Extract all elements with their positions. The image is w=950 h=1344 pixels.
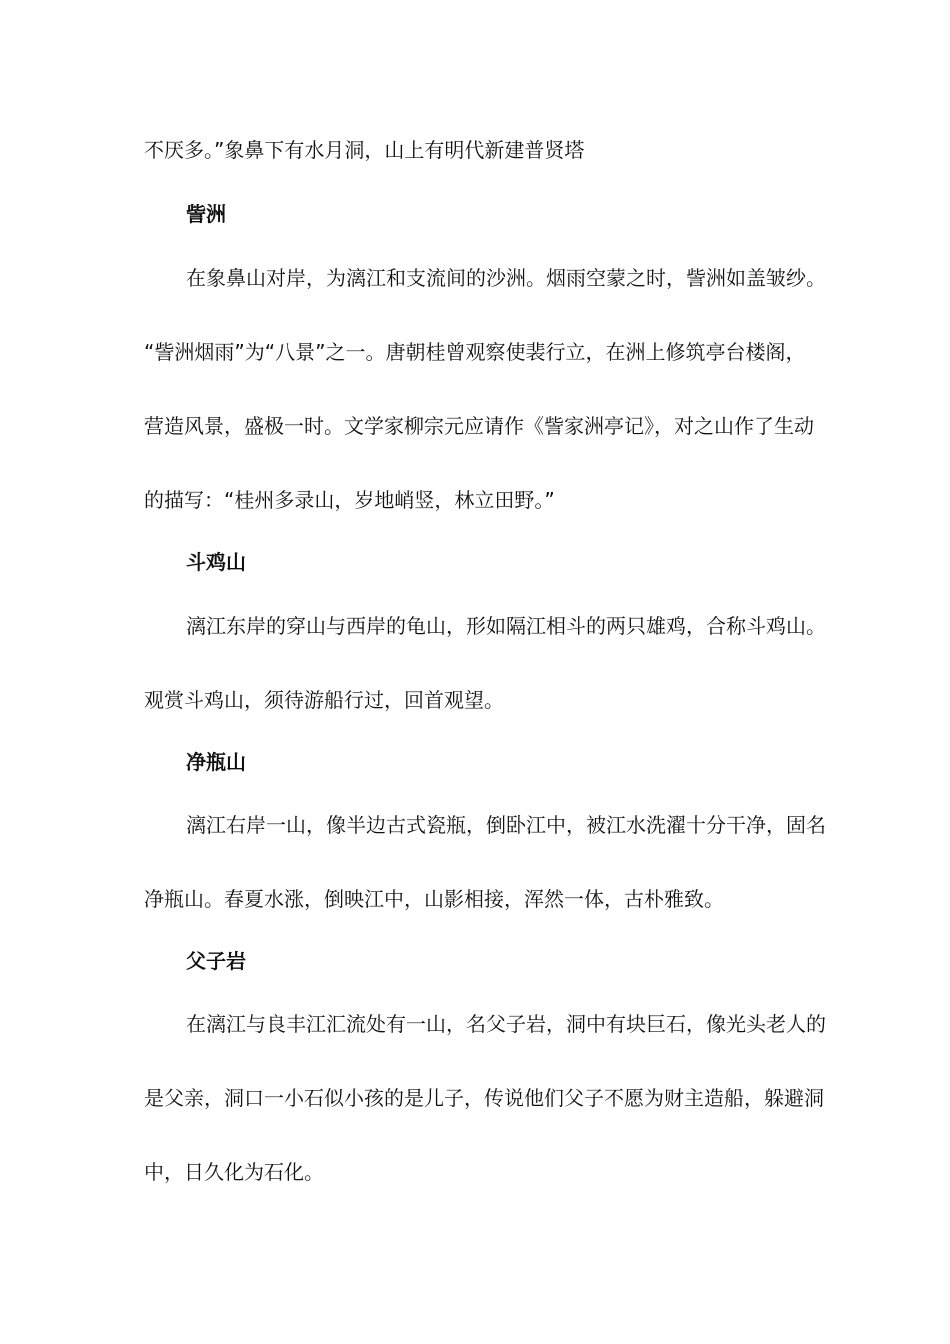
paragraph-line: 不厌多。”象鼻下有水月洞，山上有明代新建普贤塔 [144, 138, 585, 162]
paragraph-line: 观赏斗鸡山，须待游船行过，回首观望。 [144, 688, 504, 712]
paragraph-line: 营造风景，盛极一时。文学家柳宗元应请作《訾家洲亭记》，对之山作了生动 [144, 414, 814, 438]
paragraph-line: “訾洲烟雨”为“八景”之一。唐朝桂曾观察使裴行立，在洲上修筑亭台楼阁， [144, 340, 806, 364]
paragraph-line: 的描写：“桂州多录山，岁地峭竖，林立田野。” [144, 488, 555, 512]
paragraph-line: 漓江右岸一山，像半边古式瓷瓶，倒卧江中，被江水洗濯十分干净，固名 [186, 813, 826, 837]
section-heading-doujishan: 斗鸡山 [186, 550, 246, 574]
section-heading-fuziyan: 父子岩 [186, 949, 246, 973]
paragraph-line: 在象鼻山对岸，为漓江和支流间的沙洲。烟雨空蒙之时，訾洲如盖皱纱。 [186, 266, 826, 290]
paragraph-line: 净瓶山。春夏水涨，倒映江中，山影相接，浑然一体，古朴雅致。 [144, 887, 724, 911]
paragraph-line: 是父亲，洞口一小石似小孩的是儿子，传说他们父子不愿为财主造船，躲避洞 [144, 1086, 824, 1110]
paragraph-line: 中，日久化为石化。 [144, 1160, 324, 1184]
paragraph-line: 漓江东岸的穿山与西岸的龟山，形如隔江相斗的两只雄鸡，合称斗鸡山。 [186, 614, 826, 638]
section-heading-zizhou: 訾洲 [186, 202, 226, 226]
paragraph-line: 在漓江与良丰江汇流处有一山，名父子岩，洞中有块巨石，像光头老人的 [186, 1012, 826, 1036]
section-heading-jingpingshan: 净瓶山 [186, 750, 246, 774]
